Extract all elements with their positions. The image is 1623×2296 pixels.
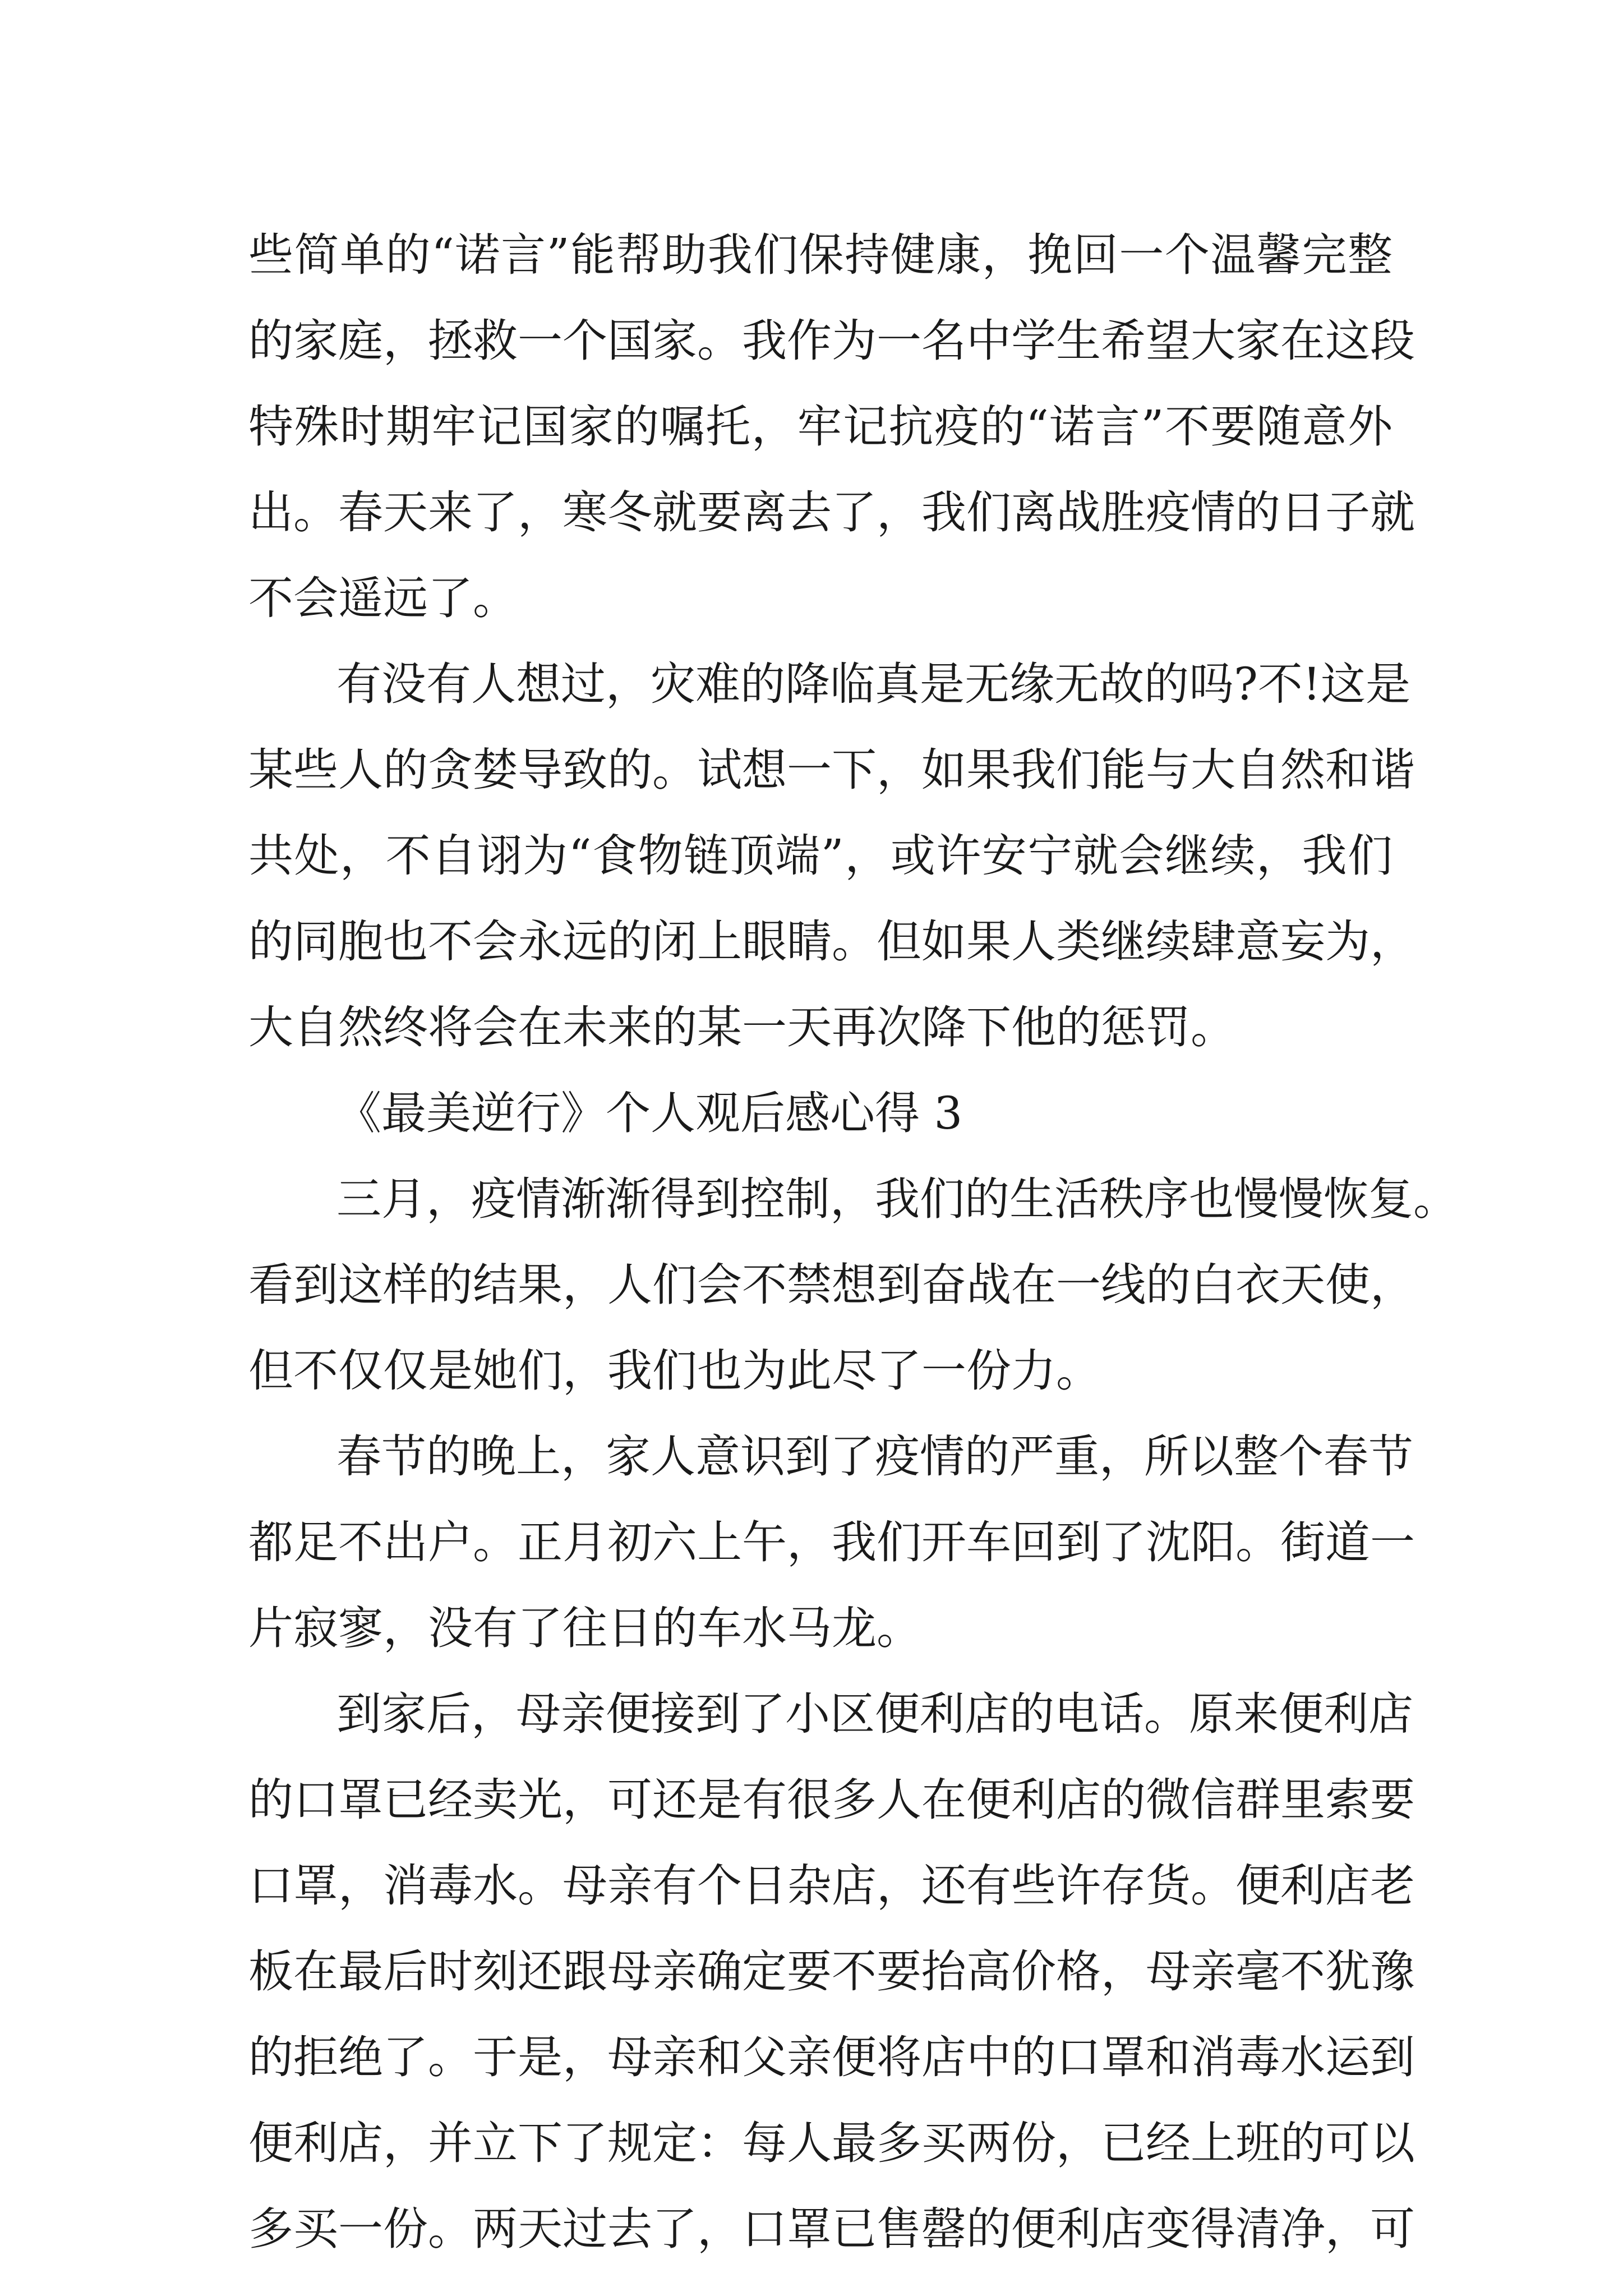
text-line: 的同胞也不会永远的闭上眼睛。但如果人类继续肆意妄为， <box>248 915 1415 968</box>
text-line: 些简单的“诺言”能帮助我们保持健康，挽回一个温馨完整 <box>248 229 1393 281</box>
text-line: 便利店，并立下了规定：每人最多买两份，已经上班的可以 <box>248 2117 1415 2169</box>
text-line: 春节的晚上，家人意识到了疫情的严重，所以整个春节 <box>336 1430 1413 1483</box>
text-line: 片寂寥，没有了往日的车水马龙。 <box>248 1602 921 1654</box>
text-line: 的口罩已经卖光，可还是有很多人在便利店的微信群里索要 <box>248 1774 1415 1826</box>
text-line: 到家后，母亲便接到了小区便利店的电话。原来便利店 <box>336 1688 1413 1740</box>
text-line: 出。春天来了，寒冬就要离去了，我们离战胜疫情的日子就 <box>248 486 1415 539</box>
text-line: 多买一份。两天过去了，口罩已售罄的便利店变得清净，可 <box>248 2203 1415 2255</box>
text-line: 大自然终将会在未来的某一天再次降下他的惩罚。 <box>248 1001 1235 1053</box>
text-line: 的家庭，拯救一个国家。我作为一名中学生希望大家在这段 <box>248 315 1415 367</box>
text-line: 特殊时期牢记国家的嘱托，牢记抗疫的“诺言”不要随意外 <box>248 401 1393 453</box>
text-line: 口罩，消毒水。母亲有个日杂店，还有些许存货。便利店老 <box>248 1860 1415 1912</box>
section-heading: 《最美逆行》个人观后感心得 3 <box>336 1087 963 1139</box>
text-line: 不会遥远了。 <box>248 572 518 624</box>
text-line: 三月，疫情渐渐得到控制，我们的生活秩序也慢慢恢复。 <box>336 1173 1458 1225</box>
text-line: 某些人的贪婪导致的。试想一下，如果我们能与大自然和谐 <box>248 744 1415 796</box>
text-line: 板在最后时刻还跟母亲确定要不要抬高价格，母亲毫不犹豫 <box>248 1945 1415 1998</box>
text-line: 共处，不自诩为“食物链顶端”，或许安宁就会继续，我们 <box>248 830 1393 882</box>
text-line: 有没有人想过，灾难的降临真是无缘无故的吗?不!这是 <box>336 658 1411 710</box>
text-line: 都足不出户。正月初六上午，我们开车回到了沈阳。街道一 <box>248 1516 1415 1568</box>
text-line: 看到这样的结果，人们会不禁想到奋战在一线的白衣天使， <box>248 1259 1415 1311</box>
text-line: 的拒绝了。于是，母亲和父亲便将店中的口罩和消毒水运到 <box>248 2031 1415 2083</box>
text-line: 但不仅仅是她们，我们也为此尽了一份力。 <box>248 1345 1101 1397</box>
